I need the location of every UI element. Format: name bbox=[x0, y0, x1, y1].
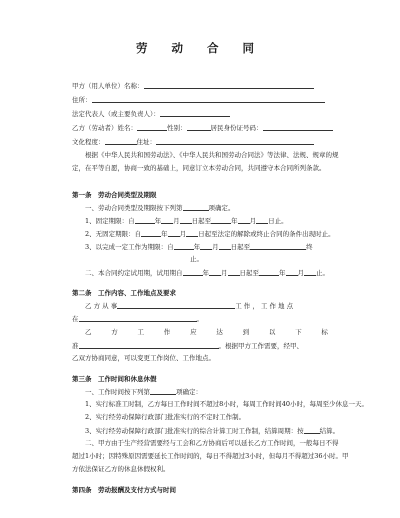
employer-name-line bbox=[72, 80, 328, 94]
s3-line-7: 方依法保证乙方的休息休假权利。 bbox=[72, 465, 170, 473]
gender-blank[interactable] bbox=[187, 122, 211, 131]
id-number-blank[interactable] bbox=[263, 122, 333, 131]
s1-open-term-line: 2、无固定期限：自 年 月 日起至法定的解除或终止合同的条件出现时止。 bbox=[85, 230, 335, 238]
section-3-heading: 第三条 工作时间和休息休假 bbox=[72, 375, 157, 383]
employee-info-line bbox=[72, 122, 328, 136]
gender-label: 性别： bbox=[167, 124, 187, 132]
document-title: 劳 动 合 同 bbox=[135, 41, 264, 55]
employer-name-label: 甲方（用人单位）名称： bbox=[72, 82, 144, 90]
address-label: 住所： bbox=[72, 96, 92, 104]
s2-line-4: 准 。根据甲方工作需要，经甲、 bbox=[72, 342, 303, 350]
work-location-blank[interactable] bbox=[79, 313, 197, 322]
s3-line-6: 超过1小时；因特殊原因需要延长工作时间的，每日不得超过3小时，但每月不得超过36小时。甲 bbox=[72, 452, 349, 460]
section-2-heading: 第二条 工作内容、工作地点及要求 bbox=[72, 289, 176, 297]
s3-line-2: 1、实行标准工时制，乙方每日工作时间不超过8小时，每周工作时间40小时，每周至少休息一天。 bbox=[85, 400, 369, 408]
s1-fixed-term-line: 1、固定期限：自 年 月 日起至 年 月 日止。 bbox=[85, 217, 288, 225]
legal-rep-line bbox=[72, 108, 328, 122]
job-role-blank[interactable] bbox=[117, 300, 235, 309]
employee-name-label: 乙方（劳动者）姓名： bbox=[72, 124, 137, 132]
s2-line-3: 乙 方 工 作 应 达 到 以 下 标 bbox=[85, 328, 328, 336]
education-label: 文化程度： bbox=[72, 138, 105, 146]
work-standard-blank[interactable] bbox=[79, 340, 219, 349]
s1-task-term-line-cont: 止。 bbox=[190, 255, 203, 263]
education-line bbox=[72, 136, 328, 150]
s3-line-5: 二、甲方由于生产经营需要经与工会和乙方协商后可以延长乙方工作时间，一般每日不得 bbox=[85, 439, 339, 447]
education-blank[interactable] bbox=[105, 136, 137, 145]
contract-type-blank[interactable] bbox=[183, 202, 209, 211]
preamble-line-1: 根据《中华人民共和国劳动法》、《中华人民共和国劳动合同法》等法律、法规、规章的规 bbox=[85, 151, 339, 159]
work-hours-type-blank[interactable] bbox=[150, 386, 176, 395]
s2-line-1: 乙 方 从 事 工 作 ， 工 作 地 点 bbox=[85, 302, 294, 310]
s1-probation-line: 二、本合同约定试用期，试用期自 年 月 日起至 年 月 止。 bbox=[85, 269, 329, 277]
section-1-heading: 第一条 劳动合同类型及期限 bbox=[72, 191, 157, 199]
s3-line-1: 一、工作时间按下列第 项确定： bbox=[85, 388, 202, 396]
legal-rep-label: 法定代表人（或主要负责人）： bbox=[72, 110, 160, 118]
preamble-line-2: 定，在平等自愿，协商一致的基础上，同意订立本劳动合同，共同遵守本合同所列条款。 bbox=[72, 164, 326, 172]
section-4-heading: 第四条 劳动报酬及支付方式与时间 bbox=[72, 486, 176, 494]
s3-line-4: 3、实行经劳动保障行政部门批准实行的综合计算工时工作制，结算周期：按 结算。 bbox=[85, 427, 340, 435]
employee-name-blank[interactable] bbox=[137, 122, 167, 131]
address-blank[interactable] bbox=[92, 94, 325, 103]
legal-rep-blank[interactable] bbox=[160, 108, 230, 117]
address-line bbox=[72, 94, 328, 108]
s3-line-3: 2、实行经劳动保障行政部门批准实行的不定时工作制。 bbox=[85, 413, 246, 421]
s1-task-term-line: 3、以完成一定工作为期限：自 年 月 日起至 终 bbox=[85, 243, 313, 251]
settlement-period-blank[interactable] bbox=[304, 425, 320, 434]
residence-blank[interactable] bbox=[156, 136, 314, 145]
id-number-label: 居民身份证号码： bbox=[210, 124, 263, 132]
employer-name-blank[interactable] bbox=[144, 80, 314, 89]
s1-line-1: 一、劳动合同类型及期限按下列第 项确定。 bbox=[85, 204, 235, 212]
s2-line-5: 乙双方协商同意，可以变更工作岗位、工作地点。 bbox=[72, 354, 215, 362]
residence-label: 住址： bbox=[136, 138, 156, 146]
s2-line-2: 在 。 bbox=[72, 315, 203, 323]
